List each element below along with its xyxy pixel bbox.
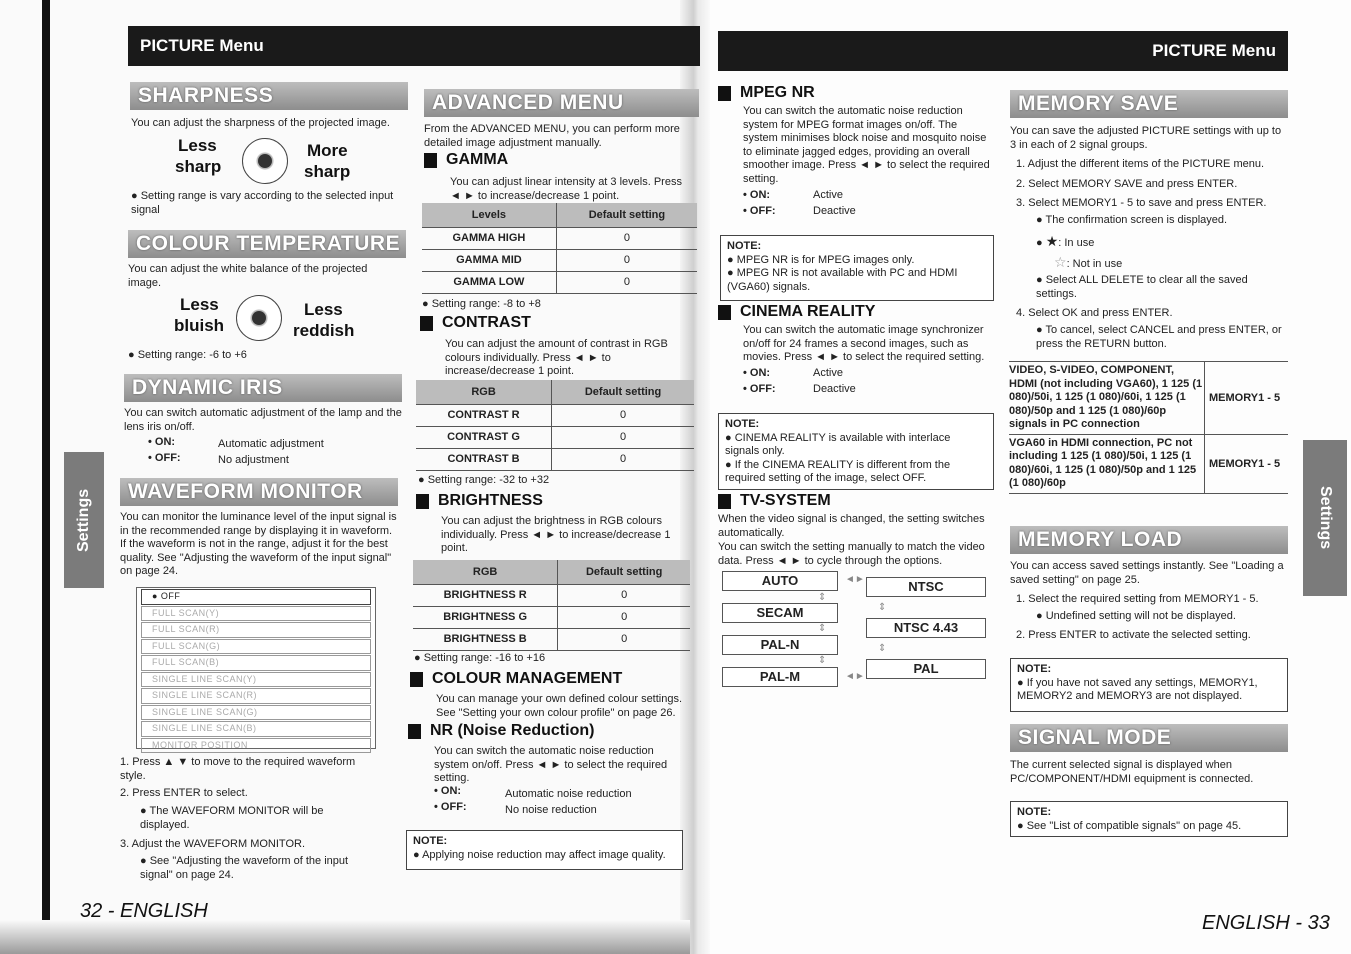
mpeg-on: • ON: — [743, 189, 771, 201]
brightness-head-rgb: RGB — [413, 560, 558, 584]
contrast-value: 0 — [552, 426, 694, 448]
mpeg-off: • OFF: — [743, 205, 776, 217]
gamma-head-default: Default setting — [556, 203, 697, 227]
gamma-cell: GAMMA LOW — [422, 271, 556, 293]
nr-on: • ON: — [434, 785, 462, 797]
settings-tab-right[interactable] — [1303, 440, 1347, 596]
memory-table-cell: VGA60 in HDMI connection, PC not including 1 125 (1 080)/50i, 1 125 (1 080)/60i, 1 125 (1 080)/50p and 1 125 (1 080)/60p — [1009, 435, 1205, 493]
colour-temp-less2: Less — [304, 300, 343, 319]
mem-save-inuse: ● ★: In use — [1036, 233, 1095, 249]
tv-option-secam[interactable]: SECAM — [722, 603, 838, 623]
dynamic-iris-off-label: OFF: — [154, 452, 181, 464]
contrast-cell: CONTRAST B — [416, 448, 552, 470]
brightness-cell: BRIGHTNESS B — [413, 628, 558, 650]
gamma-desc: You can adjust linear intensity at 3 levels. Press ◄ ► to increase/decrease 1 point. — [450, 176, 682, 202]
tv-option-ntsc[interactable]: NTSC — [866, 577, 986, 597]
mem-load-step2: 2. Press ENTER to activate the selected setting. — [1016, 629, 1251, 641]
mem-save-step4a: ● To cancel, select CANCEL and press ENTER, or press the RETURN button. — [1036, 324, 1282, 350]
gamma-cell: GAMMA MID — [422, 249, 556, 271]
cinema-off-desc: Deactive — [813, 383, 856, 395]
waveform-item[interactable]: FULL SCAN(G) — [141, 639, 371, 655]
waveform-title: WAVEFORM MONITOR — [120, 478, 398, 506]
nr-note — [406, 830, 683, 870]
contrast-head-default: Default setting — [552, 380, 694, 404]
left-header — [128, 26, 700, 66]
advanced-desc: From the ADVANCED MENU, you can perform more detailed image adjustment manually. — [424, 123, 680, 149]
table-row — [1009, 362, 1288, 435]
mem-save-step4: 4. Select OK and press ENTER. — [1016, 307, 1173, 319]
arrow-icon: ⇕ — [878, 643, 887, 654]
contrast-cell: CONTRAST R — [416, 404, 552, 426]
mem-load-step1a: ● Undefined setting will not be displayed. — [1036, 610, 1236, 622]
cinema-note — [718, 413, 994, 490]
mem-save-step1: 1. Adjust the different items of the PICTURE menu. — [1016, 158, 1265, 170]
waveform-step3b: ● See "Adjusting the waveform of the input signal" on page 24. — [140, 855, 349, 881]
mpeg-title: MPEG NR — [740, 84, 815, 101]
contrast-value: 0 — [552, 448, 694, 470]
contrast-table — [416, 380, 694, 471]
dynamic-iris-desc: You can switch automatic adjustment of the lamp and the lens iris on/off. — [124, 407, 402, 433]
mpeg-on-desc: Active — [813, 189, 843, 201]
arrow-icon: ⇕ — [878, 602, 887, 613]
tv-option-ntsc443[interactable]: NTSC 4.43 — [866, 618, 986, 638]
table-row — [416, 404, 694, 426]
colour-temp-reddish: reddish — [293, 321, 355, 340]
mem-save-desc: You can save the adjusted PICTURE settings with up to 3 in each of 2 signal groups. — [1010, 125, 1282, 151]
heading-square-icon — [718, 494, 731, 509]
heading-square-icon — [420, 316, 433, 331]
tv-desc2: You can switch the setting manually to match the video data. Press ◄ ► to cycle through the options. — [718, 541, 985, 567]
nr-desc: You can switch the automatic noise reduction system on/off. Press ◄ ► to select the required setting. — [434, 745, 668, 784]
dynamic-iris-on: • ON: — [148, 436, 176, 448]
nr-title: NR (Noise Reduction) — [430, 722, 595, 739]
page-number-right: ENGLISH - 33 — [1202, 912, 1330, 934]
signal-mode-note — [1010, 801, 1288, 837]
colour-temp-desc: You can adjust the white balance of the projected image. — [128, 263, 368, 289]
sharpness-less: Less — [178, 136, 217, 155]
contrast-heading — [420, 314, 531, 332]
sharpness-dial-icon — [242, 138, 288, 184]
memory-table-cell: VIDEO, S-VIDEO, COMPONENT, HDMI (not including VGA60), 1 125 (1 080)/50i, 1 125 (1 080)/60i, 1 125 (1 080)/50p and 1 125 (1 080)/60p signals in PC connection — [1009, 362, 1205, 434]
mpeg-note — [720, 235, 994, 301]
star-outline-icon: ☆ — [1054, 254, 1067, 270]
dynamic-iris-off: • OFF: — [148, 452, 181, 464]
brightness-head-default: Default setting — [558, 560, 690, 584]
nr-off-desc: No noise reduction — [505, 804, 597, 816]
signal-mode-desc: The current selected signal is displayed when PC/COMPONENT/HDMI equipment is connected. — [1010, 759, 1254, 785]
colour-temp-bluish: bluish — [174, 316, 225, 335]
mem-save-step3d: ● Select ALL DELETE to clear all the saved settings. — [1036, 274, 1248, 300]
memory-table-value: MEMORY1 - 5 — [1209, 391, 1281, 404]
contrast-range: ● Setting range: -32 to +32 — [418, 474, 550, 486]
gamma-table — [422, 203, 697, 294]
cinema-off: • OFF: — [743, 383, 776, 395]
waveform-item[interactable]: SINGLE LINE SCAN(G) — [141, 705, 371, 721]
settings-tab-right-label: Settings — [1317, 486, 1334, 550]
cinema-note-2: ● If the CINEMA REALITY is different from the required setting of the image, select OFF. — [725, 458, 951, 484]
mem-save-notinuse — [1054, 256, 1122, 272]
gamma-value: 0 — [556, 227, 697, 249]
colour-temp-range: ● Setting range: -6 to +6 — [128, 349, 247, 361]
right-header-text: PICTURE Menu — [1152, 41, 1276, 60]
signal-mode-note-text: ● See "List of compatible signals" on page 45. — [1017, 819, 1242, 832]
brightness-value: 0 — [558, 606, 690, 628]
waveform-step2b: ● The WAVEFORM MONITOR will be displayed. — [140, 805, 324, 831]
cinema-on: • ON: — [743, 367, 771, 379]
waveform-menu-screen — [136, 587, 376, 749]
mpeg-heading — [718, 84, 815, 102]
sharpness-more-sharp: sharp — [304, 162, 351, 181]
sharpness-more: More — [307, 141, 348, 160]
heading-square-icon — [408, 724, 421, 739]
memory-table-value: MEMORY1 - 5 — [1209, 457, 1281, 470]
sharpness-desc: You can adjust the sharpness of the projected image. — [131, 117, 390, 129]
table-row — [422, 271, 697, 293]
tv-option-paln[interactable]: PAL-N — [722, 635, 838, 655]
mem-load-note-text: ● If you have not saved any settings, MEMORY1, MEMORY2 and MEMORY3 are not displayed. — [1017, 676, 1258, 702]
mem-save-step3a: ● The confirmation screen is displayed. — [1036, 214, 1228, 226]
gamma-cell: GAMMA HIGH — [422, 227, 556, 249]
arrow-icon: ⇕ — [818, 592, 827, 603]
nr-off-label: OFF: — [440, 801, 467, 813]
contrast-cell: CONTRAST G — [416, 426, 552, 448]
colour-mgmt-heading — [410, 670, 622, 688]
cinema-off-label: OFF: — [749, 383, 776, 395]
tv-desc1: When the video signal is changed, the setting switches automatically. — [718, 513, 985, 539]
cinema-on-label: ON: — [749, 367, 771, 379]
brightness-value: 0 — [558, 628, 690, 650]
heading-square-icon — [416, 494, 429, 509]
waveform-step3: 3. Adjust the WAVEFORM MONITOR. — [120, 838, 306, 850]
mem-save-notinuse-text: : Not in use — [1066, 258, 1123, 270]
brightness-range: ● Setting range: -16 to +16 — [414, 652, 546, 664]
dynamic-iris-title: DYNAMIC IRIS — [124, 374, 402, 402]
mpeg-desc: You can switch the automatic noise reduction system for MPEG format images on/off. The system minimises block noise and mosquito noise to eliminate jagged edges, providing an overall smoother image. Press ◄ ► to select the required setting. — [743, 105, 990, 185]
colour-temp-dial-icon — [236, 295, 282, 341]
contrast-desc: You can adjust the amount of contrast in RGB colours individually. Press ◄ ► to increase/decrease 1 point. — [445, 338, 668, 377]
left-header-text: PICTURE Menu — [140, 36, 264, 55]
tv-option-pal[interactable]: PAL — [866, 659, 986, 679]
dynamic-iris-off-desc: No adjustment — [218, 454, 289, 466]
table-row — [416, 448, 694, 470]
sharpness-less-sharp: sharp — [175, 157, 222, 176]
colour-temp-less: Less — [180, 295, 219, 314]
tv-heading — [718, 492, 831, 510]
arrow-icon: ⇕ — [818, 623, 827, 634]
nr-note-head: NOTE: — [413, 835, 448, 847]
table-row — [413, 606, 690, 628]
mpeg-off-label: OFF: — [749, 205, 776, 217]
brightness-value: 0 — [558, 584, 690, 606]
gamma-heading — [424, 151, 508, 169]
dynamic-iris-on-desc: Automatic adjustment — [218, 438, 324, 450]
mem-load-note-head: NOTE: — [1017, 663, 1052, 675]
waveform-item[interactable]: FULL SCAN(R) — [141, 622, 371, 638]
arrow-icon: ◄► — [845, 574, 865, 585]
mpeg-note-1: ● MPEG NR is for MPEG images only. — [727, 253, 915, 266]
table-row — [422, 227, 697, 249]
table-row — [416, 426, 694, 448]
mem-load-note — [1010, 658, 1288, 712]
nr-off: • OFF: — [434, 801, 467, 813]
colour-mgmt-desc: You can manage your own defined colour settings. See "Setting your own colour profile" on page 26. — [436, 693, 683, 719]
mpeg-note-head: NOTE: — [727, 240, 762, 252]
mem-save-title: MEMORY SAVE — [1010, 90, 1288, 118]
waveform-item[interactable]: MONITOR POSITION — [141, 738, 371, 754]
nr-on-label: ON: — [440, 785, 462, 797]
contrast-head-rgb: RGB — [416, 380, 552, 404]
cinema-title: CINEMA REALITY — [740, 303, 876, 320]
memory-table — [1009, 361, 1288, 494]
dynamic-iris-on-label: ON: — [154, 436, 176, 448]
waveform-step1: 1. Press ▲ ▼ to move to the required waveform style. — [120, 756, 356, 782]
heading-square-icon — [718, 305, 731, 320]
table-row — [1009, 435, 1288, 494]
contrast-title: CONTRAST — [442, 314, 531, 331]
signal-mode-note-head: NOTE: — [1017, 806, 1052, 818]
colour-mgmt-title: COLOUR MANAGEMENT — [432, 670, 623, 687]
waveform-item[interactable]: FULL SCAN(Y) — [141, 606, 371, 622]
gamma-value: 0 — [556, 249, 697, 271]
table-row — [413, 584, 690, 606]
nr-heading — [408, 722, 594, 740]
arrow-icon: ◄► — [845, 671, 865, 682]
brightness-cell: BRIGHTNESS G — [413, 606, 558, 628]
table-row — [422, 249, 697, 271]
advanced-title: ADVANCED MENU — [424, 89, 699, 117]
mpeg-note-2: ● MPEG NR is not available with PC and HDMI (VGA60) signals. — [727, 267, 958, 293]
waveform-item[interactable]: SINGLE LINE SCAN(B) — [141, 721, 371, 737]
mem-load-step1: 1. Select the required setting from MEMORY1 - 5. — [1016, 593, 1259, 605]
colour-temp-title: COLOUR TEMPERATURE — [128, 230, 406, 258]
gamma-head-levels: Levels — [422, 203, 556, 227]
signal-mode-title: SIGNAL MODE — [1010, 724, 1288, 752]
star-filled-icon: ★ — [1045, 233, 1059, 249]
arrow-icon: ⇕ — [818, 655, 827, 666]
gamma-range: ● Setting range: -8 to +8 — [422, 298, 541, 310]
heading-square-icon — [410, 672, 423, 687]
mpeg-on-label: ON: — [749, 189, 771, 201]
settings-tab-left-label: Settings — [75, 488, 92, 552]
heading-square-icon — [424, 153, 437, 168]
brightness-cell: BRIGHTNESS R — [413, 584, 558, 606]
waveform-step2: 2. Press ENTER to select. — [120, 787, 248, 799]
mem-load-title: MEMORY LOAD — [1010, 526, 1288, 554]
tv-title: TV-SYSTEM — [740, 492, 831, 509]
settings-tab-left[interactable] — [64, 452, 104, 588]
brightness-desc: You can adjust the brightness in RGB colours individually. Press ◄ ► to increase/decrease 1 point. — [441, 515, 671, 554]
page-number-left: 32 - ENGLISH — [80, 900, 208, 922]
contrast-value: 0 — [552, 404, 694, 426]
brightness-table — [413, 560, 690, 651]
cinema-on-desc: Active — [813, 367, 843, 379]
page-edge — [42, 0, 50, 954]
waveform-item[interactable]: FULL SCAN(B) — [141, 655, 371, 671]
page-shadow — [0, 920, 690, 954]
nr-note-text: ● Applying noise reduction may affect image quality. — [413, 848, 666, 861]
mem-save-inuse-text: : In use — [1058, 237, 1095, 249]
gamma-title: GAMMA — [446, 151, 509, 168]
table-row — [413, 628, 690, 650]
waveform-item[interactable]: SINGLE LINE SCAN(Y) — [141, 672, 371, 688]
tv-option-auto[interactable]: AUTO — [722, 571, 838, 591]
tv-option-palm[interactable]: PAL-M — [722, 667, 838, 687]
mem-save-step2: 2. Select MEMORY SAVE and press ENTER. — [1016, 178, 1238, 190]
nr-on-desc: Automatic noise reduction — [505, 788, 632, 800]
waveform-item[interactable]: SINGLE LINE SCAN(R) — [141, 688, 371, 704]
mem-save-step3: 3. Select MEMORY1 - 5 to save and press ENTER. — [1016, 197, 1267, 209]
mpeg-off-desc: Deactive — [813, 205, 856, 217]
mem-load-desc: You can access saved settings instantly. See "Loading a saved setting" on page 25. — [1010, 560, 1284, 586]
right-header — [718, 31, 1288, 71]
gamma-value: 0 — [556, 271, 697, 293]
sharpness-note: ● Setting range is vary according to the selected input signal — [131, 190, 394, 216]
cinema-heading — [718, 303, 875, 321]
brightness-title: BRIGHTNESS — [438, 492, 543, 509]
waveform-desc: You can monitor the luminance level of the input signal is in the recommended range by displaying it in waveform. If the waveform is not in the range, adjust it for the best quality. See "Adjusting the waveform of the input signal" on page 24. — [120, 511, 397, 577]
brightness-heading — [416, 492, 543, 510]
cinema-desc: You can switch the automatic image synchronizer on/off for 24 frames a second images, such as movies. Press ◄ ► to select the required setting. — [743, 324, 985, 363]
waveform-item[interactable]: ● OFF — [141, 589, 371, 605]
cinema-note-head: NOTE: — [725, 418, 760, 430]
sharpness-title: SHARPNESS — [130, 82, 408, 110]
cinema-note-1: ● CINEMA REALITY is available with interlace signals only. — [725, 431, 951, 457]
heading-square-icon — [718, 86, 731, 101]
